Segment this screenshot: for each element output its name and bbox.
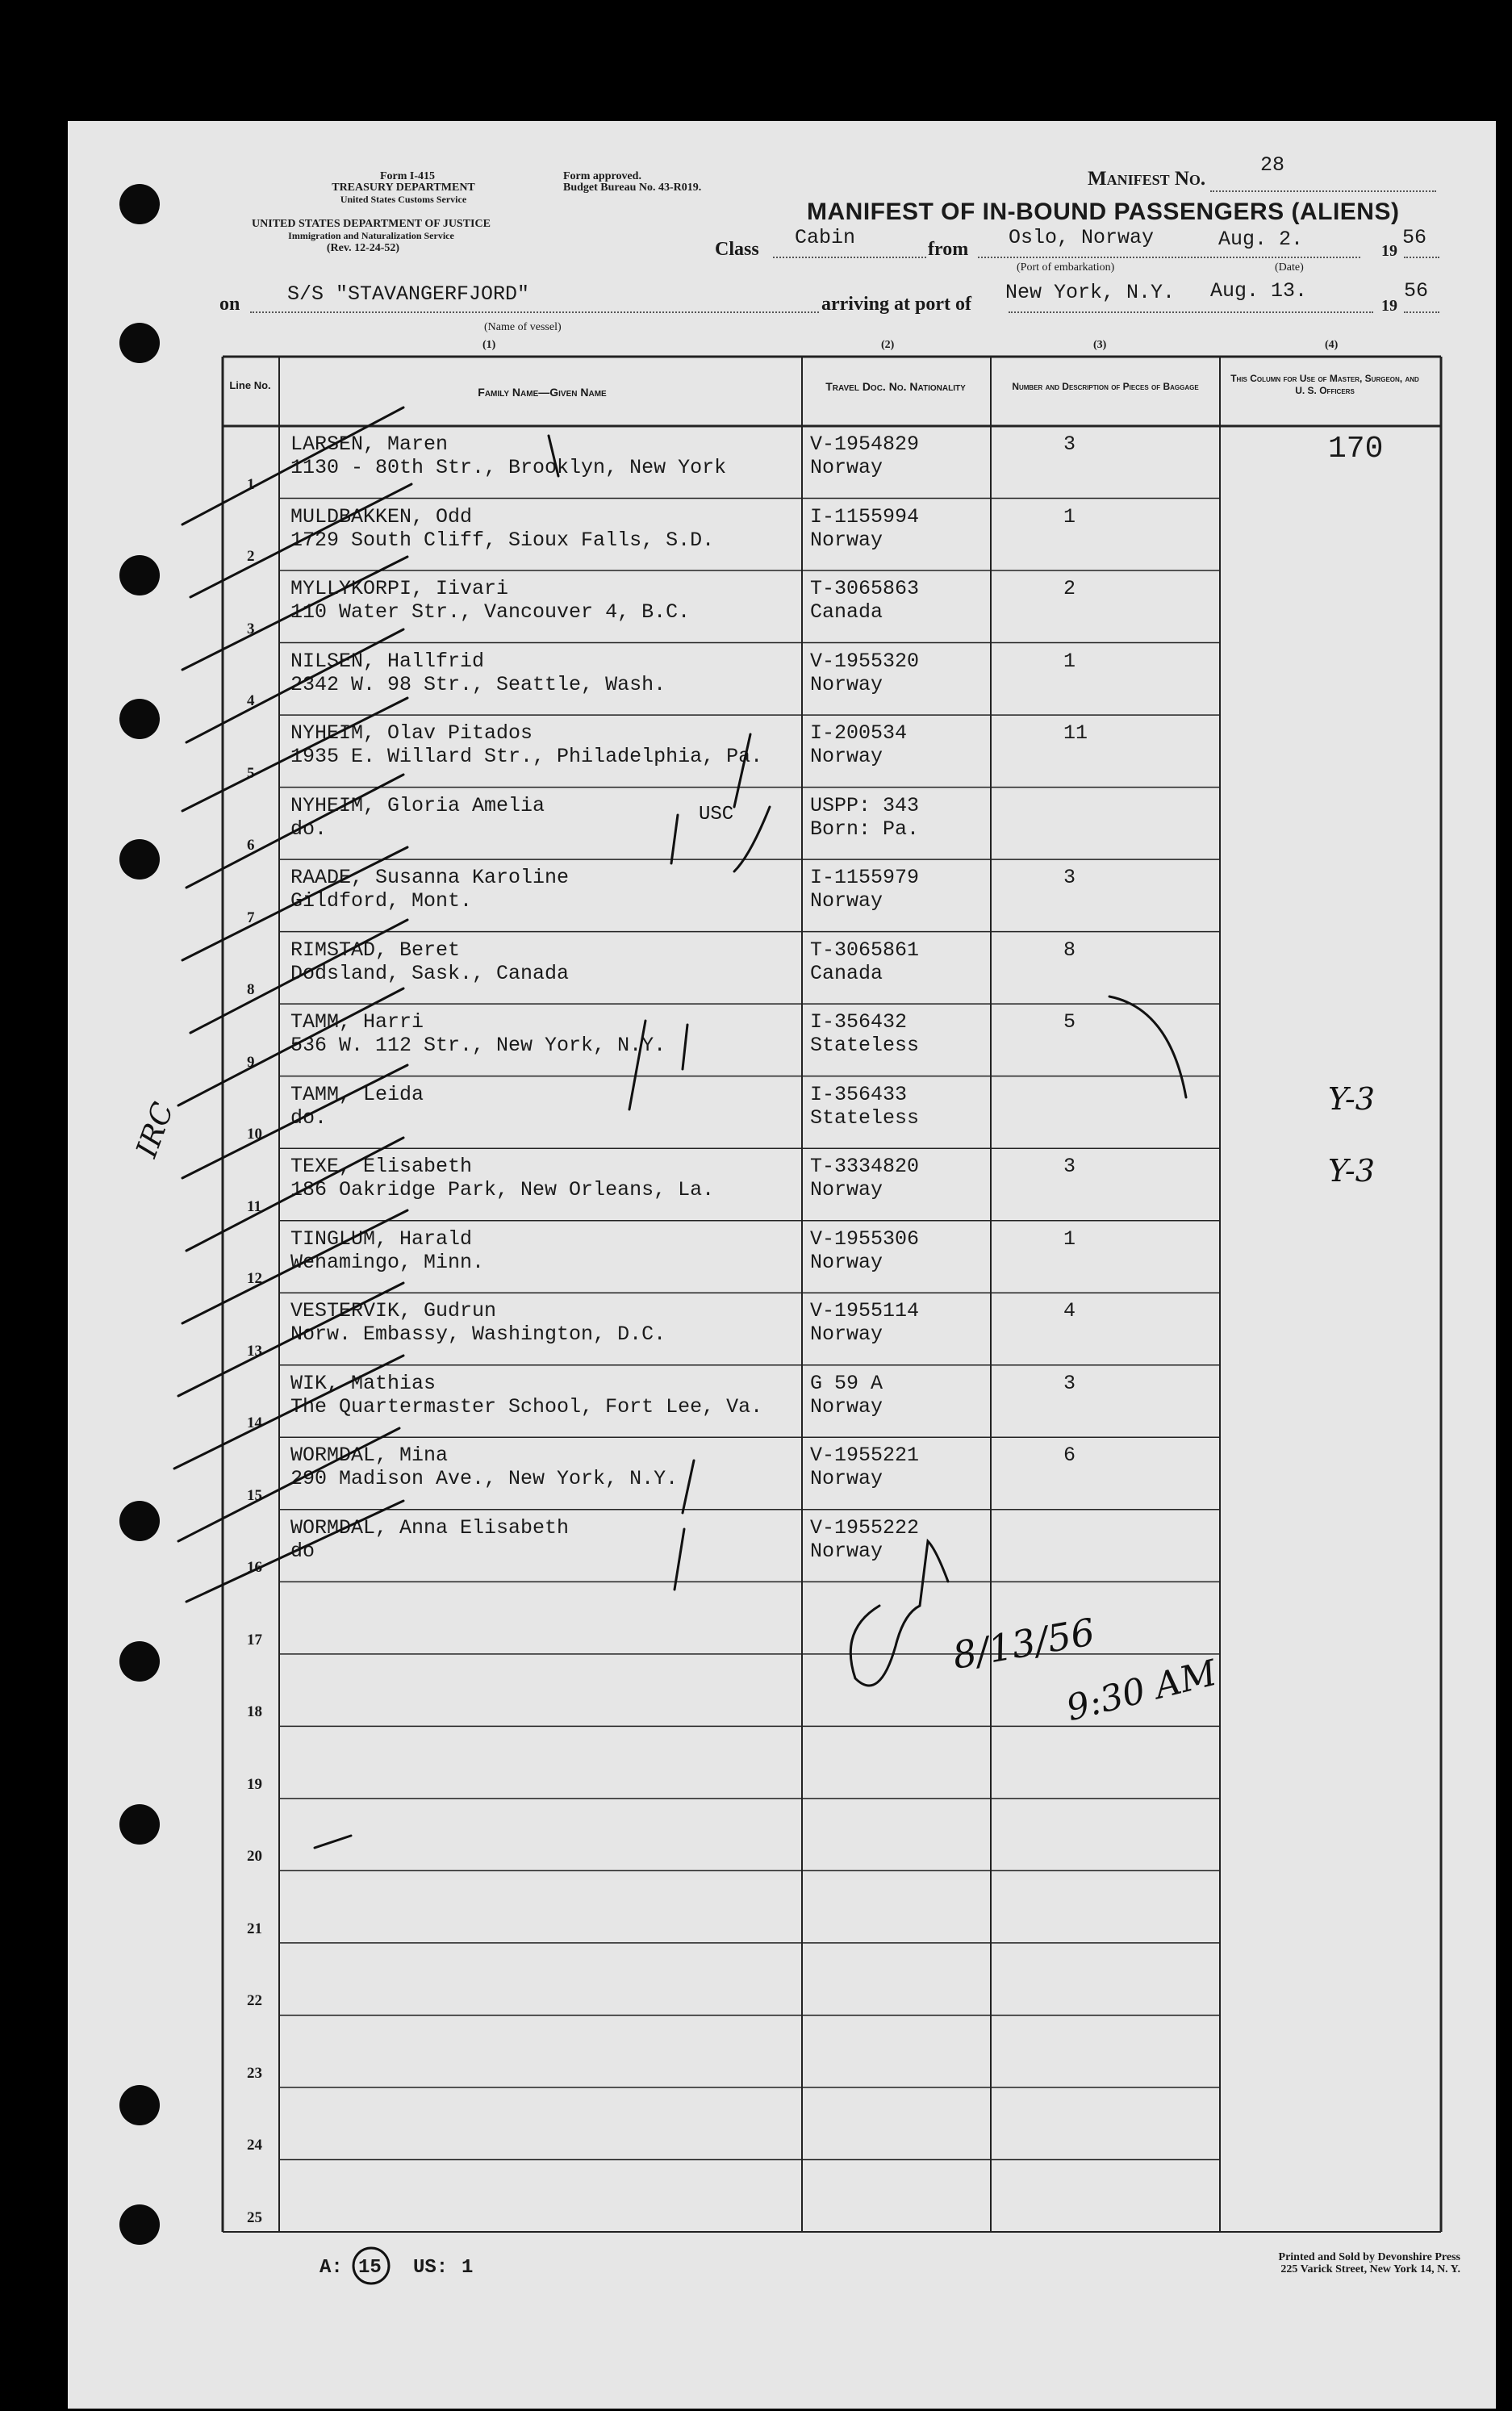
printer-line-1: Printed and Sold by Devonshire Press [1278,2251,1460,2263]
passenger-name: NYHEIM, Olav Pitados [290,721,533,746]
col-num-2: (2) [881,339,895,351]
nationality: Stateless [810,1105,920,1130]
pen-mark [315,1836,351,1848]
justice-dept: UNITED STATES DEPARTMENT OF JUSTICE [252,218,491,230]
form-number: Form I-415 [379,170,436,182]
checkmark [190,920,407,1033]
travel-doc: V-1954829 [810,432,920,456]
passenger-name: LARSEN, Maren [290,432,449,456]
passenger-name: WIK, Mathias [290,1371,436,1395]
passenger-address: 186 Oakridge Park, New Orleans, La. [290,1178,715,1202]
pen-mark [549,436,558,476]
line-number: 18 [247,1703,262,1721]
passenger-address: do. [290,1105,328,1130]
date-caption: (Date) [1275,261,1304,274]
checkmark [182,847,407,960]
passenger-name: TAMM, Leida [290,1082,424,1106]
depart-year: 56 [1402,226,1427,249]
footer-us-label: US: [413,2257,449,2279]
pen-mark [683,1460,694,1513]
travel-doc: I-1155994 [810,504,920,529]
baggage-count: 5 [1063,1010,1076,1034]
nationality: Norway [810,1394,883,1419]
nationality: Born: Pa. [810,817,920,841]
line-number: 10 [247,1126,262,1143]
passenger-name: RAADE, Susanna Karoline [290,866,570,890]
checkmark [182,407,403,524]
col-header-baggage: Number and Description of Pieces of Baggage [1012,381,1199,392]
line-number: 3 [247,620,255,637]
nationality: Norway [810,1539,883,1563]
checkmark [186,1501,403,1602]
passenger-name: TINGLUM, Harald [290,1226,473,1251]
baggage-count: 1 [1063,1226,1076,1251]
baggage-count: 3 [1063,866,1076,890]
passenger-name: MYLLYKORPI, Iivari [290,577,509,601]
col-header-line-no: Line No. [229,379,271,391]
side-mark: IRC [130,1098,181,1162]
passenger-name: VESTERVIK, Gudrun [290,1299,497,1323]
line-number: 4 [247,692,255,710]
line-number: 1 [247,475,255,493]
class-label: Class [715,239,759,260]
travel-doc: I-356432 [810,1010,908,1034]
baggage-count: 6 [1063,1444,1076,1468]
baggage-count: 1 [1063,504,1076,529]
passenger-address: do. [290,817,328,841]
passenger-address: Norw. Embassy, Washington, D.C. [290,1322,666,1347]
passenger-address: 2342 W. 98 Str., Seattle, Wash. [290,672,666,696]
travel-doc: V-1955320 [810,649,920,673]
checkmark [186,1138,403,1251]
checkmark [178,1283,403,1396]
form-revision: (Rev. 12-24-52) [326,242,400,254]
nationality: Norway [810,889,883,913]
line-number: 6 [247,837,255,855]
vessel-caption: (Name of vessel) [484,321,562,333]
nationality: Stateless [810,1034,920,1058]
arrival-year-prefix: 19 [1381,297,1397,315]
passenger-address: 536 W. 112 Str., New York, N.Y. [290,1034,666,1058]
travel-doc: I-356433 [810,1082,908,1106]
col-header-name: Family Name—Given Name [478,386,607,399]
pen-mark [671,815,678,863]
passenger-address: Gildford, Mont. [290,889,473,913]
depart-date: Aug. 2. [1218,228,1304,251]
pen-mark [1109,997,1186,1097]
nationality: Norway [810,1250,883,1274]
baggage-count: 3 [1063,432,1076,456]
line-number: 2 [247,548,255,566]
from-label: from [928,239,969,260]
passenger-address: 110 Water Str., Vancouver 4, B.C. [290,600,691,625]
footer-a-value: 15 [358,2257,382,2279]
passenger-name: WORMDAL, Mina [290,1444,449,1468]
nationality: Norway [810,528,883,552]
line-number: 22 [247,1992,262,2010]
checkmark [182,1210,407,1323]
signature [850,1541,948,1686]
passenger-address: 290 Madison Ave., New York, N.Y. [290,1467,679,1491]
line-number: 21 [247,1920,262,1937]
col-num-4: (4) [1325,339,1339,351]
travel-doc: V-1955306 [810,1226,920,1251]
line-number: 19 [247,1775,262,1793]
baggage-count: 3 [1063,1155,1076,1179]
nationality: Norway [810,456,883,479]
checkmark [178,988,403,1105]
treasury-dept: TREASURY DEPARTMENT [332,182,475,194]
travel-doc: V-1955222 [810,1515,920,1540]
checkmark [182,557,407,670]
pen-mark [734,807,770,871]
line-number: 7 [247,909,255,926]
checkmark [178,1428,399,1541]
travel-doc: USPP: 343 [810,793,920,817]
from-value: Oslo, Norway [1009,226,1155,249]
passenger-address: Dodsland, Sask., Canada [290,961,570,985]
usc-annotation: USC [699,804,734,825]
ins-service: Immigration and Naturalization Service [288,230,454,241]
travel-doc: V-1955221 [810,1444,920,1468]
line-number: 13 [247,1342,262,1360]
baggage-count: 11 [1063,721,1088,746]
baggage-count: 1 [1063,649,1076,673]
line-number: 12 [247,1270,262,1288]
depart-year-prefix: 19 [1381,242,1397,260]
line-number: 25 [247,2208,262,2226]
line-number: 24 [247,2137,262,2154]
checkmark [190,484,411,597]
class-value: Cabin [795,226,856,249]
travel-doc: T-3334820 [810,1155,920,1179]
passenger-name: NILSEN, Hallfrid [290,649,485,673]
travel-doc: T-3065861 [810,938,920,962]
budget-bureau: Budget Bureau No. 43-R019. [563,182,702,194]
customs-service: United States Customs Service [340,194,467,205]
manifest-no-label: Manifest No. [1088,168,1206,190]
arriving-label: arriving at port of [821,294,971,315]
passenger-name: TEXE, Elisabeth [290,1155,473,1179]
manifest-title: MANIFEST OF IN-BOUND PASSENGERS (ALIENS) [807,198,1400,225]
nationality: Norway [810,672,883,696]
passenger-name: MULDBAKKEN, Odd [290,504,473,529]
manifest-no: 28 [1260,153,1285,177]
on-label: on [219,294,240,315]
footer-us-value: 1 [462,2257,474,2279]
printer-line-2: 225 Varick Street, New York 14, N. Y. [1280,2263,1460,2275]
footer-a-label: A: [320,2257,343,2279]
signoff-date: 8/13/56 [949,1610,1098,1678]
checkmark [174,1356,403,1469]
line-number: 14 [247,1414,262,1432]
pen-mark [675,1529,684,1590]
pen-mark [683,1025,687,1069]
travel-doc: T-3065863 [810,577,920,601]
nationality: Norway [810,1322,883,1347]
nationality: Norway [810,1178,883,1202]
line-number: 11 [247,1197,261,1215]
passenger-address: 1935 E. Willard Str., Philadelphia, Pa. [290,745,763,769]
officer-note: 170 [1328,432,1384,466]
baggage-count: 3 [1063,1371,1076,1395]
col-num-3: (3) [1093,339,1107,351]
form-approved: Form approved. [563,170,641,182]
line-number: 16 [247,1559,262,1577]
line-number: 8 [247,981,255,999]
line-number: 20 [247,1848,262,1866]
baggage-count: 4 [1063,1299,1076,1323]
line-number: 23 [247,2064,262,2082]
travel-doc: V-1955114 [810,1299,920,1323]
travel-doc: I-1155979 [810,866,920,890]
nationality: Canada [810,600,883,625]
line-number: 15 [247,1486,262,1504]
col-header-officers: This Column for Use of Master, Surgeon, and U. S. Officers [1230,373,1419,396]
passenger-name: TAMM, Harri [290,1010,424,1034]
passenger-name: RIMSTAD, Beret [290,938,461,962]
checkmark [182,1065,407,1178]
nationality: Canada [810,961,883,985]
travel-doc: G 59 A [810,1371,883,1395]
line-number: 17 [247,1631,262,1648]
baggage-count: 8 [1063,938,1076,962]
nationality: Norway [810,1467,883,1491]
line-number: 5 [247,764,255,782]
col-header-travel: Travel Doc. No. Nationality [825,380,966,393]
line-number: 9 [247,1053,255,1071]
port-embark-caption: (Port of embarkation) [1017,261,1115,274]
passenger-address: 1130 - 80th Str., Brooklyn, New York [290,456,727,479]
pen-mark [734,734,750,807]
travel-doc: I-200534 [810,721,908,746]
vessel-col-num: (1) [482,339,496,351]
passenger-address: 1729 South Cliff, Sioux Falls, S.D. [290,528,715,552]
officer-note: Y-3 [1328,1153,1375,1189]
nationality: Norway [810,745,883,769]
arrival-year: 56 [1404,279,1429,303]
passenger-address: Wenamingo, Minn. [290,1250,485,1274]
passenger-name: NYHEIM, Gloria Amelia [290,793,545,817]
arrival-date: Aug. 13. [1210,279,1308,303]
passenger-address: do [290,1539,315,1563]
pen-mark [629,1021,645,1109]
vessel-name: S/S "STAVANGERFJORD" [287,282,530,306]
passenger-address: The Quartermaster School, Fort Lee, Va. [290,1394,763,1419]
officer-note: Y-3 [1328,1080,1375,1117]
passenger-name: WORMDAL, Anna Elisabeth [290,1515,570,1540]
checkmark [186,629,403,742]
checkmark [182,698,407,811]
baggage-count: 2 [1063,577,1076,601]
signoff-time: 9:30 AM [1062,1652,1221,1730]
arrival-port: New York, N.Y. [1005,281,1176,304]
